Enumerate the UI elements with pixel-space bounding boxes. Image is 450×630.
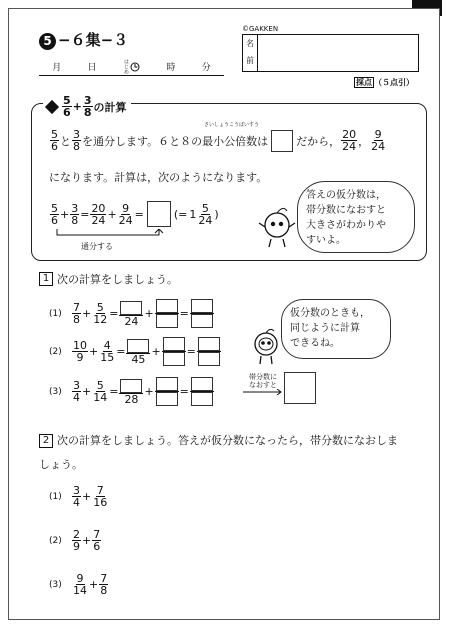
explanation-heading: $\frac{5}{6}$ + $\frac{3}{8}$ の計算 (43, 95, 131, 118)
q1-number: 1 (39, 272, 53, 286)
answer-frac (190, 299, 214, 328)
answer-frac (190, 377, 214, 406)
numerator-box[interactable] (156, 299, 178, 313)
lcd-arrow (54, 229, 174, 243)
score-text: （５点引） (374, 78, 414, 87)
hour-label: 時 (166, 63, 176, 73)
q2-problem-3: (3) $\frac{9}{14}$ + $\frac{7}{8}$ (49, 572, 108, 597)
month-label: 月 (52, 63, 62, 73)
hint-bubble-1: 答えの仮分数は， 帯分数になおすと 大きさがわかりや すいよ。 (297, 181, 415, 253)
score-tag: 採点 (356, 78, 372, 87)
denominator-box[interactable] (191, 392, 213, 406)
example-answer-box[interactable] (147, 201, 171, 227)
arrow-label: 通分する (81, 242, 113, 251)
intro-text-c: だから， (296, 134, 341, 148)
converted-frac-a: 28 (119, 379, 143, 405)
worksheet (8, 8, 440, 620)
numerator-box[interactable] (198, 337, 220, 351)
numerator-box[interactable] (127, 339, 149, 353)
intro-frac-d: $\frac{9}{24}$ (371, 128, 386, 153)
q2-title-line1: 次の計算をしましょう。答えが仮分数になったら，帯分数になおしま (57, 434, 398, 447)
intro-frac-b: $\frac{3}{8}$ (73, 128, 80, 153)
hint-bubble-2: 仮分数のときも， 同じように計算 できるね。 (281, 299, 391, 359)
lcm-answer-box[interactable] (271, 130, 293, 152)
heading-frac-a: $\frac{5}{6}$ (63, 94, 71, 119)
q2-heading (39, 429, 398, 477)
q2-problem-2: (2) $\frac{2}{9}$ + $\frac{7}{6}$ (49, 528, 101, 553)
frac-b: $\frac{4}{15}$ (100, 339, 115, 364)
numerator-box[interactable] (120, 301, 142, 315)
worksheet-title (39, 29, 128, 50)
converted-frac-b (155, 299, 179, 328)
frac-a: $\frac{2}{9}$ (73, 528, 80, 553)
problem-label: (2) (49, 346, 62, 357)
converted-frac-b (155, 377, 179, 406)
day-label: 日 (87, 63, 97, 73)
frac-a: $\frac{9}{14}$ (73, 572, 87, 597)
problem-label: (3) (49, 386, 62, 397)
frac-a: $\frac{3}{4}$ (73, 379, 80, 404)
intro-frac-c: $\frac{20}{24}$ (342, 128, 357, 153)
answer-frac (197, 337, 221, 366)
mixed-number-answer-box[interactable] (284, 372, 316, 404)
mascot-icon-2 (249, 327, 283, 367)
date-time-line (39, 59, 224, 76)
problem-label: (1) (49, 308, 62, 319)
clock-icon (130, 62, 140, 72)
q1-problem-2: (2) $\frac{10}{9}$ + $\frac{4}{15}$ = 45 + = (49, 337, 222, 366)
frac-b: $\frac{7}{16}$ (93, 484, 108, 509)
intro-text-b: を通分します。６と８の最小公倍数は (82, 134, 269, 148)
score-note (354, 77, 414, 88)
converted-frac-a: 45 (126, 339, 150, 365)
frac-b: $\frac{5}{12}$ (93, 301, 108, 326)
start-label: はじめ (122, 59, 129, 74)
convert-label: 帯分数に なおすと (241, 373, 285, 397)
mascot-icon (257, 205, 297, 249)
q2-problem-1: (1) $\frac{3}{4}$ + $\frac{7}{16}$ (49, 484, 108, 509)
denominator-box[interactable] (156, 314, 178, 328)
problem-label: (3) (49, 579, 62, 590)
q2-number: 2 (39, 434, 53, 448)
furigana-lcm: さいしょうこうばいすう (204, 122, 260, 128)
heading-suffix: の計算 (93, 100, 127, 114)
denominator-box[interactable] (191, 314, 213, 328)
frac-a: $\frac{10}{9}$ (73, 339, 87, 364)
numerator-box[interactable] (156, 377, 178, 391)
frac-b: $\frac{7}{6}$ (93, 528, 101, 553)
q1-title: 次の計算をしましょう。 (57, 273, 178, 286)
intro-line-1: $\frac{5}{6}$ と $\frac{3}{8}$ を通分します。６と８の最小公倍数は だから， $\frac{20}{24}$ ， $\frac{9}{24}$ (51, 128, 386, 153)
intro-and: と (60, 134, 71, 148)
frac-b: $\frac{7}{8}$ (100, 572, 108, 597)
q1-problem-1: (1) $\frac{7}{8}$ + $\frac{5}{12}$ = 24 + = (49, 299, 215, 328)
denominator-box[interactable] (156, 392, 178, 406)
minute-label: 分 (201, 63, 211, 73)
frac-b: $\frac{5}{14}$ (93, 379, 108, 404)
denominator-box[interactable] (163, 352, 185, 366)
numerator-box[interactable] (191, 299, 213, 313)
name-box[interactable] (242, 34, 419, 72)
brand-label: ©GAKKEN (242, 25, 279, 33)
intro-line-2: になります。計算は，次のようになります。 (49, 171, 268, 184)
frac-a: $\frac{3}{4}$ (73, 484, 80, 509)
name-label (243, 35, 258, 71)
numerator-box[interactable] (120, 379, 142, 393)
q1-heading (39, 271, 178, 287)
converted-frac-b (162, 337, 186, 366)
title-text: −６集−３ (58, 31, 129, 49)
name-label-1: 名 (246, 39, 254, 48)
heading-frac-b: $\frac{3}{8}$ (83, 94, 92, 119)
frac-a: $\frac{7}{8}$ (73, 301, 80, 326)
problem-label: (2) (49, 535, 62, 546)
q1-problem-3: (3) $\frac{3}{4}$ + $\frac{5}{14}$ = 28 + = (49, 377, 215, 406)
start-time-group (123, 59, 140, 74)
converted-frac-a: 24 (119, 301, 143, 327)
q2-title-line2: しょう。 (39, 458, 83, 471)
numerator-box[interactable] (163, 337, 185, 351)
numerator-box[interactable] (191, 377, 213, 391)
example-equation: $\frac{5}{6}$ + $\frac{3}{8}$ = $\frac{20}{24}$ + $\frac{9}{24}$ = (= 1 $\frac{5}{24}$ ) (51, 201, 219, 227)
name-label-2: 前 (246, 56, 254, 65)
denominator-box[interactable] (198, 352, 220, 366)
problem-label: (1) (49, 491, 62, 502)
intro-frac-a: $\frac{5}{6}$ (51, 128, 58, 153)
unit-badge: 5 (39, 33, 56, 50)
diamond-icon (45, 99, 59, 113)
